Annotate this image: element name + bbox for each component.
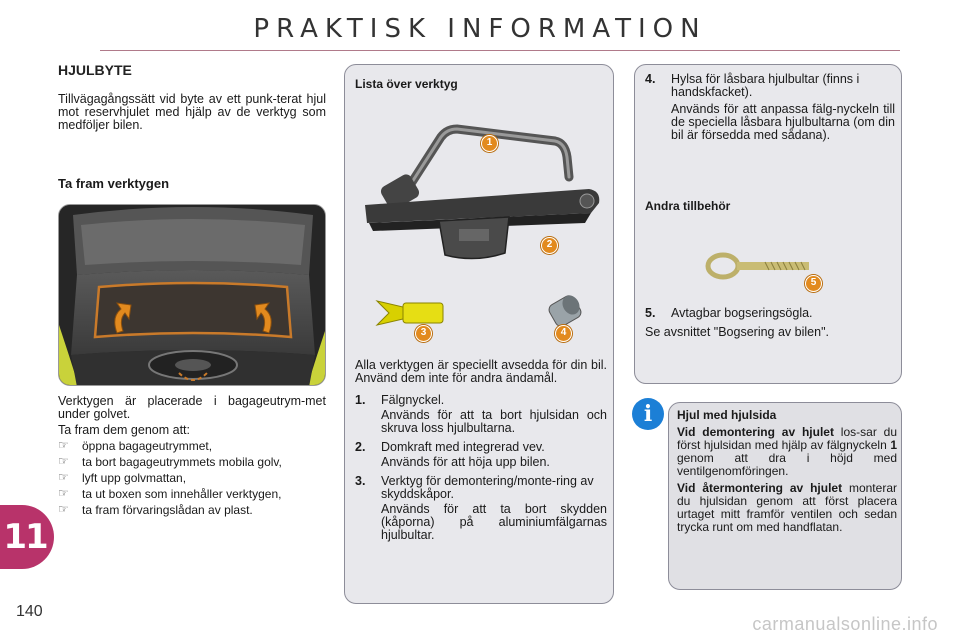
info-paragraph: Vid återmontering av hjulet monterar du hjulsidan genom att först placera urtaget mitt framför ventilen och sedan trycka runt om med handflatan. <box>677 481 897 534</box>
tools-description <box>355 359 607 548</box>
item-description: Används för att ta bort hjulsidan och skruva loss hjulbultarna. <box>381 408 607 435</box>
left-instructions <box>58 395 326 520</box>
intro-text: Tillvägagångssätt vid byte av ett punk-terat hjul mot reservhjulet med hjälp av de verktyg som medföljer bilen. <box>58 92 326 132</box>
item-description: Används för att ta bort skydden (kåporna) på aluminiumfälgarnas hjulbultar. <box>381 502 607 542</box>
info-box <box>668 402 902 590</box>
info-title: Hjul med hjulsida <box>677 408 777 422</box>
page-number: 140 <box>16 603 43 620</box>
watermark: carmanualsonline.info <box>752 614 938 634</box>
note: Se avsnittet "Bogsering av bilen". <box>645 325 829 339</box>
paragraph: Ta fram dem genom att: <box>58 423 191 437</box>
tool-badge-3: 3 <box>415 325 432 342</box>
list-item: 3. Verktyg för demontering/monte-ring av skyddskåpor. <box>355 474 594 501</box>
item-5: 5. Avtagbar bogseringsögla. Se avsnittet "Bogsering av bilen". <box>645 307 895 339</box>
chapter-tab: 11 <box>0 505 54 569</box>
info-icon: i <box>632 398 664 430</box>
item-description: Används för att höja upp bilen. <box>381 455 550 469</box>
car-trunk-spare-wheel-photo <box>58 204 326 386</box>
paragraph: Alla verktygen är speciellt avsedda för din bil. Använd dem inte för andra ändamål. <box>355 358 607 385</box>
list-item: 2. Domkraft med integrerad vev. <box>355 440 545 454</box>
subheading: Ta fram verktygen <box>58 176 170 191</box>
towing-eye-icon <box>705 251 815 281</box>
paragraph: Verktygen är placerade i bagageutrym-met under golvet. <box>58 394 326 421</box>
accessories-panel <box>634 64 902 384</box>
list-item: ☞ lyft upp golvmattan, <box>58 472 326 485</box>
tool-badge-2: 2 <box>541 237 558 254</box>
panel-heading: Andra tillbehör <box>645 199 731 213</box>
list-item: ☞ ta fram förvaringslådan av plast. <box>58 504 326 517</box>
page-title: PRAKTISK INFORMATION <box>253 14 707 44</box>
item-description: Används för att anpassa fälg-nyckeln till de speciella låsbara hjulbultarna (om din bil är försedda med sådana). <box>671 102 895 142</box>
info-paragraph: Vid demontering av hjulet los-sar du först hjulsidan med hjälp av fälgnyckeln 1 genom att dra i höjd med ventilgenomföringen. <box>677 425 897 478</box>
title-divider <box>100 50 900 51</box>
section-heading: HJULBYTE <box>58 62 132 78</box>
steps-list <box>58 440 326 517</box>
list-item: 1. Fälgnyckel. <box>355 393 445 407</box>
list-item: ☞ ta ut boxen som innehåller verktygen, <box>58 488 326 501</box>
trunk-illustration <box>59 205 326 386</box>
tool-badge-5: 5 <box>805 275 822 292</box>
tool-badge-4: 4 <box>555 325 572 342</box>
item-4: 4. Hylsa för låsbara hjulbultar (finns i handskfacket). Används för att anpassa fälg-nyckeln till de speciella låsbara hjulbultarna (om din bil är försedda med sådana). <box>645 72 895 142</box>
list-item: ☞ ta bort bagageutrymmets mobila golv, <box>58 456 326 469</box>
tool-badge-1: 1 <box>481 135 498 152</box>
cap-removal-tool-icon <box>375 293 447 333</box>
jack-icon <box>359 183 605 263</box>
panel-heading: Lista över verktyg <box>355 77 458 91</box>
list-item: ☞ öppna bagageutrymmet, <box>58 440 326 453</box>
tools-panel <box>344 64 614 604</box>
